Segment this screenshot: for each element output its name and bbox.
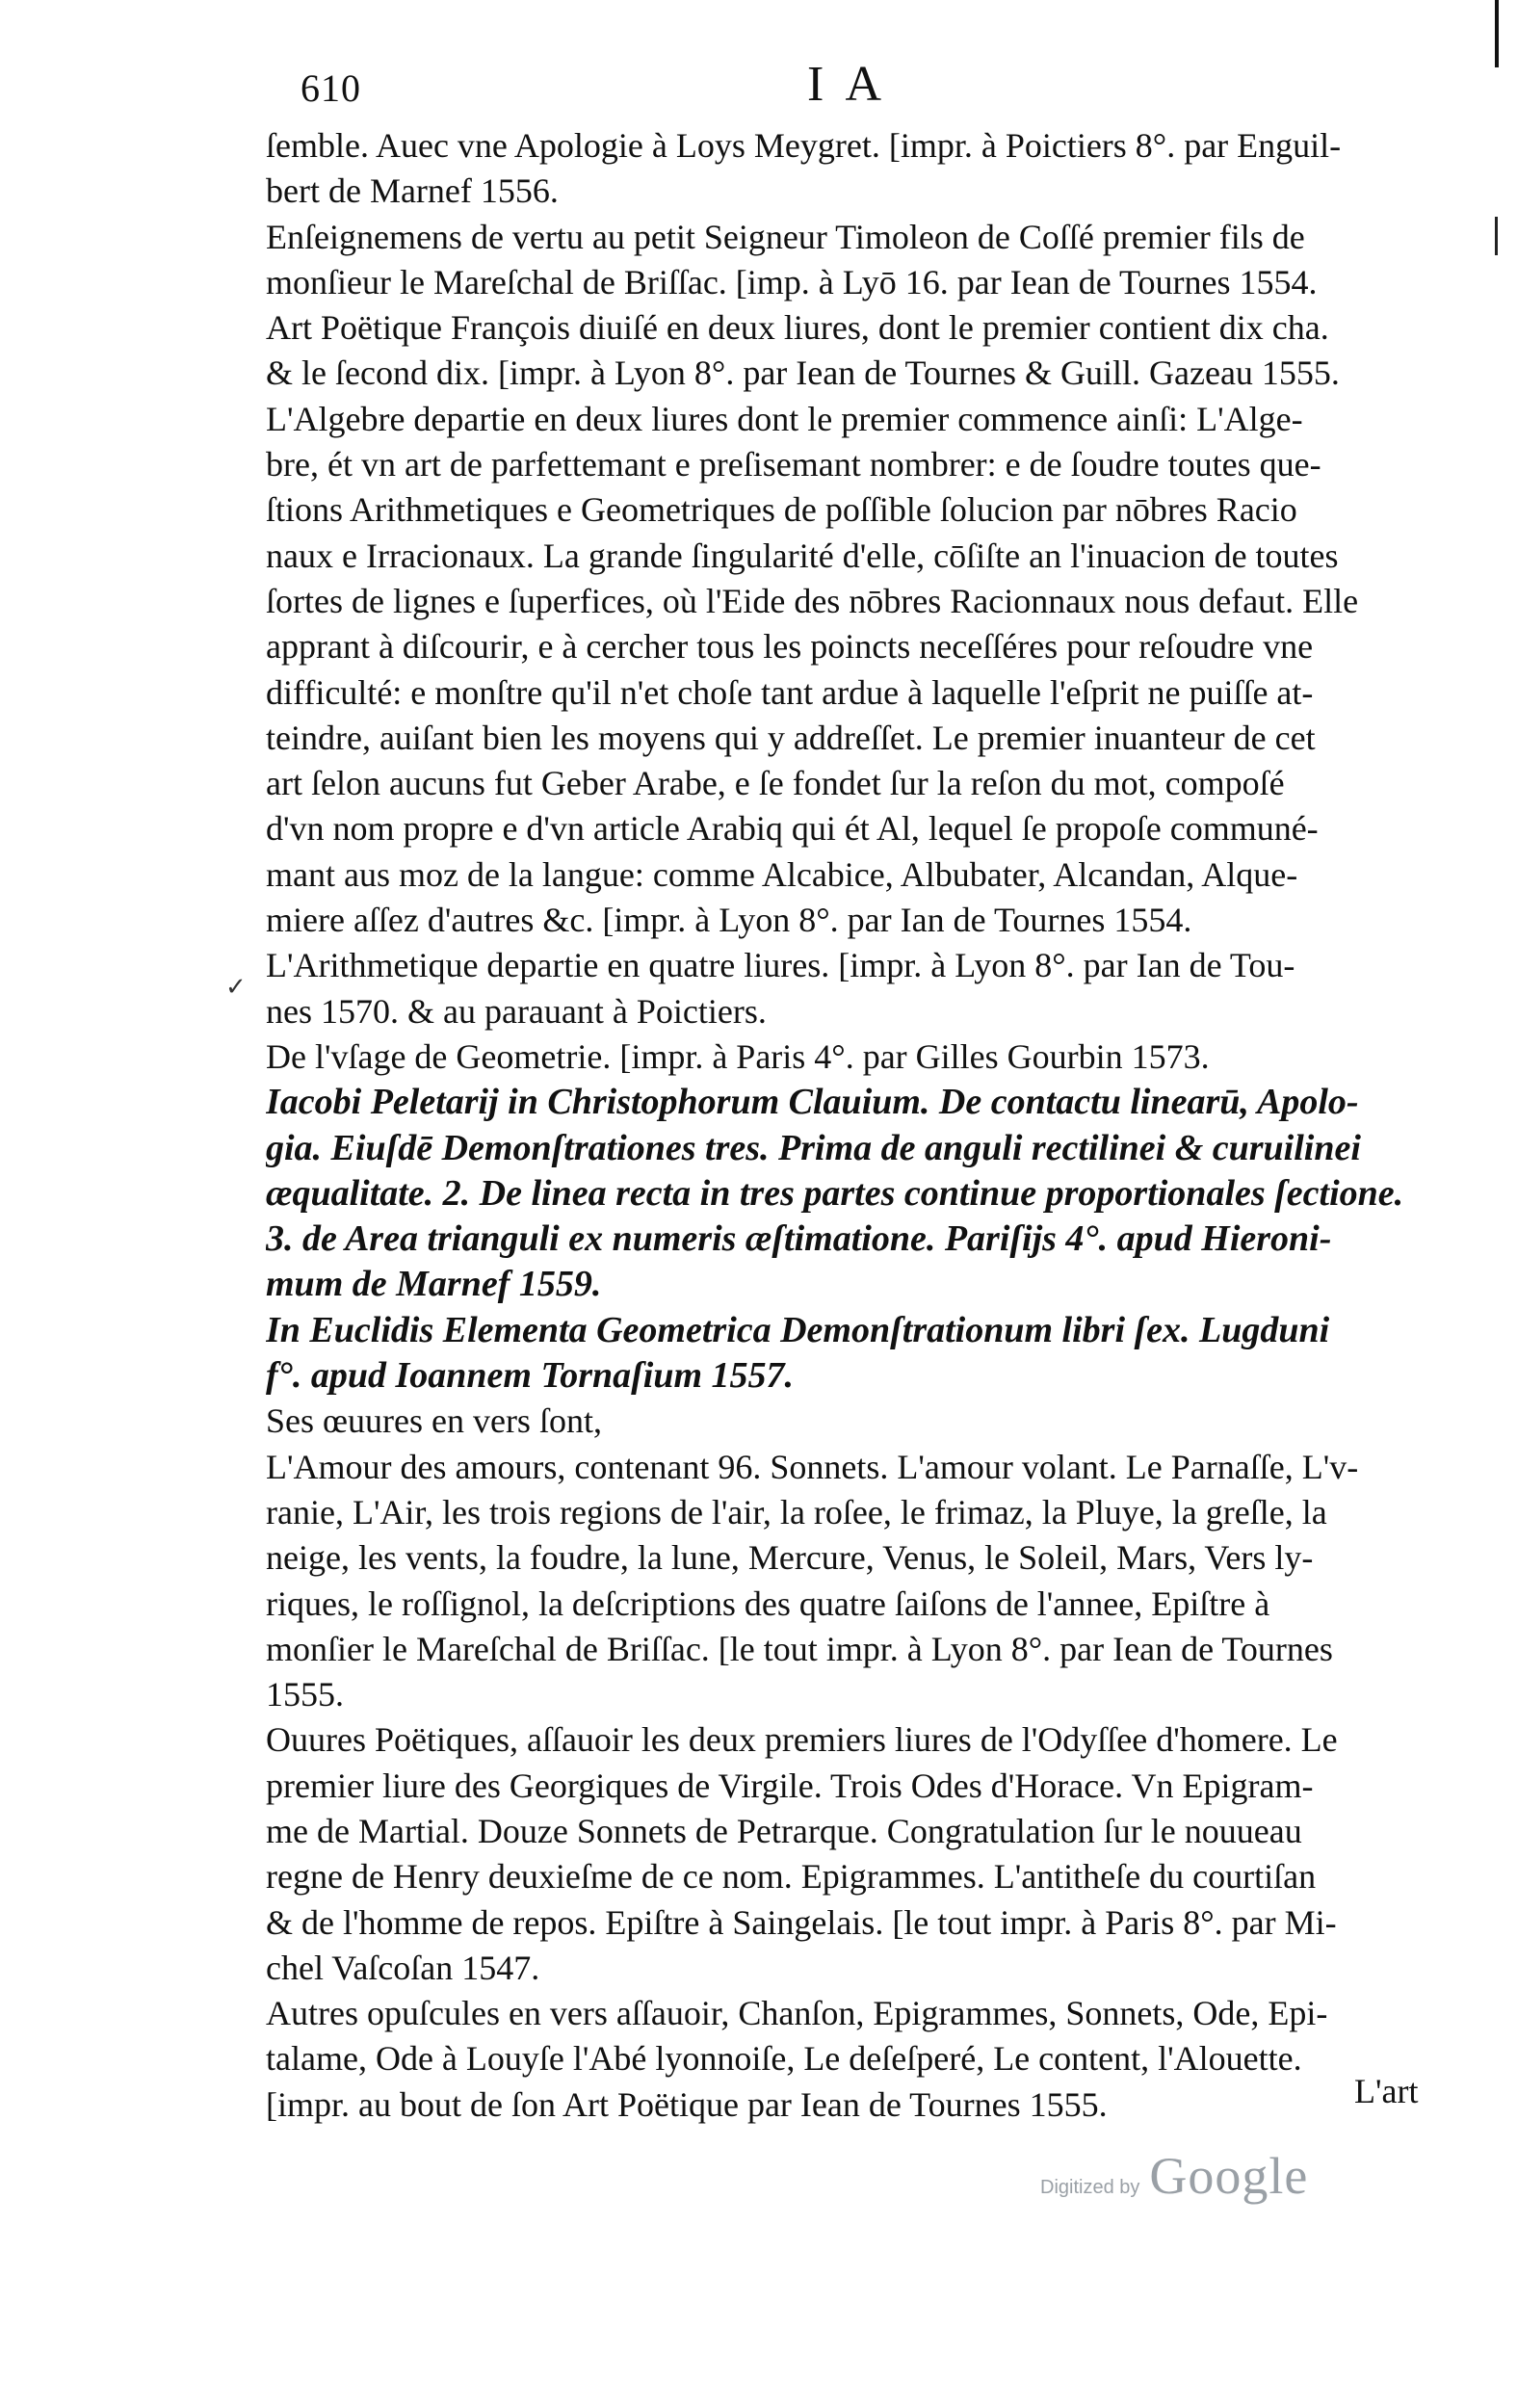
text-line: mum de Marnef 1559. [266,1264,602,1305]
text-line: difficulté: e monſtre qu'il n'et choſe tant ardue à laquelle l'eſprit ne puiſſe at- [266,672,1314,712]
text-line: neige, les vents, la foudre, la lune, Mercure, Venus, le Soleil, Mars, Vers ly- [266,1538,1314,1578]
text-line: Iacobi Peletarij in Christophorum Clauium. De contactu linearū, Apolo- [266,1082,1359,1123]
digitized-by-label: Digitized by [1040,2177,1140,2198]
text-line: nes 1570. & au parauant à Poictiers. [266,991,767,1031]
text-line: 1555. [266,1675,344,1714]
text-line: Enſeignemens de vertu au petit Seigneur Timoleon de Coſſé premier fils de [266,217,1305,256]
text-line: riques, le roſſignol, la deſcriptions des quatre ſaiſons de l'annee, Epiſtre à [266,1584,1270,1623]
text-line: teindre, auiſant bien les moyens qui y addreſſet. Le premier inuanteur de cet [266,718,1316,757]
text-line: Ses œuures en vers ſont, [266,1401,602,1441]
text-line: bert de Marnef 1556. [266,171,559,211]
text-line: ſortes de lignes e ſuperfices, où l'Eide des nōbres Racionnaux nous defaut. Elle [266,581,1359,620]
text-line: De l'vſage de Geometrie. [impr. à Paris 4°. par Gilles Gourbin 1573. [266,1036,1210,1076]
text-line: Art Poëtique François diuiſé en deux liures, dont le premier contient dix cha. [266,308,1329,348]
body-text [266,123,1431,2128]
running-head: I A [807,57,887,112]
text-line: [impr. au bout de ſon Art Poëtique par Iean de Tournes 1555. [266,2084,1108,2124]
text-line: mant aus moz de la langue: comme Alcabice, Albubater, Alcandan, Alque- [266,854,1298,894]
text-line: miere aſſez d'autres &c. [impr. à Lyon 8°. par Ian de Tournes 1554. [266,901,1192,940]
text-line: & le ſecond dix. [impr. à Lyon 8°. par Iean de Tournes & Guill. Gazeau 1555. [266,353,1340,393]
text-line: ranie, L'Air, les trois regions de l'air, la roſee, le frimaz, la Pluye, la greſle, la [266,1492,1327,1531]
text-line: me de Martial. Douze Sonnets de Petrarque. Congratulation ſur le nouueau [266,1811,1302,1850]
text-line: æqualitate. 2. De linea recta in tres partes continue proportionales ſectione. [266,1172,1404,1214]
text-line: L'Algebre departie en deux liures dont le premier commence ainſi: L'Alge- [266,399,1303,438]
page-edge-rule [1495,0,1499,67]
text-line: 3. de Area trianguli ex numeris æſtimatione. Pariſijs 4°. apud Hieroni- [266,1218,1332,1260]
text-line: regne de Henry deuxieſme de ce nom. Epigrammes. L'antitheſe du courtiſan [266,1857,1317,1897]
text-line: bre, ét vn art de parfettemant e preſisemant nombrer: e de ſoudre toutes que- [266,445,1321,484]
text-line: gia. Eiuſdē Demonſtrationes tres. Prima de anguli rectilinei & curuilinei [266,1127,1361,1168]
text-line: Ouures Poëtiques, aſſauoir les deux premiers liures de l'Odyſſee d'homere. Le [266,1720,1338,1760]
text-line: f°. apud Ioannem Tornaſium 1557. [266,1355,795,1397]
text-line: art ſelon aucuns fut Geber Arabe, e ſe fondet ſur la reſon du mot, compoſé [266,764,1285,803]
text-line: apprant à diſcourir, e à cercher tous les poincts neceſſéres pour reſoudre vne [266,627,1314,667]
text-line: talame, Ode à Louyſe l'Abé lyonnoiſe, Le deſeſperé, Le content, l'Alouette. [266,2039,1302,2079]
text-line: L'Amour des amours, contenant 96. Sonnets. L'amour volant. Le Parnaſſe, L'v- [266,1447,1359,1486]
text-line: monſieur le Mareſchal de Briſſac. [imp. à Lyō 16. par Iean de Tournes 1554. [266,262,1318,301]
page-number: 610 [301,66,361,110]
text-line: chel Vaſcoſan 1547. [266,1948,540,1987]
text-line: & de l'homme de repos. Epiſtre à Saingelais. [le tout impr. à Paris 8°. par Mi- [266,1902,1337,1942]
catchword: L'art [1354,2072,1419,2110]
text-line: monſier le Mareſchal de Briſſac. [le tout impr. à Lyon 8°. par Iean de Tournes [266,1629,1333,1668]
google-logo: Google [1149,2147,1309,2205]
edge-mark [1495,217,1498,255]
text-line: ſemble. Auec vne Apologie à Loys Meygret. [impr. à Poictiers 8°. par Enguil- [266,126,1342,165]
text-line: In Euclidis Elementa Geometrica Demonſtrationum libri ſex. Lugduni [266,1309,1330,1350]
text-line: naux e Irracionaux. La grande ſingularité d'elle, cōſiſte an l'inuacion de toutes [266,536,1339,575]
text-line: L'Arithmetique departie en quatre liures. [impr. à Lyon 8°. par Ian de Tou- [266,946,1295,985]
text-line: ſtions Arithmetiques e Geometriques de poſſible ſolucion par nōbres Racio [266,490,1297,530]
margin-mark: ✓ [225,973,247,1001]
text-line: d'vn nom propre e d'vn article Arabiq qui ét Al, lequel ſe propoſe communé- [266,809,1319,849]
text-line: Autres opuſcules en vers aſſauoir, Chanſon, Epigrammes, Sonnets, Ode, Epi- [266,1994,1328,2033]
digitized-by-watermark [1040,2146,1308,2206]
text-line: premier liure des Georgiques de Virgile. Trois Odes d'Horace. Vn Epigram- [266,1766,1314,1805]
